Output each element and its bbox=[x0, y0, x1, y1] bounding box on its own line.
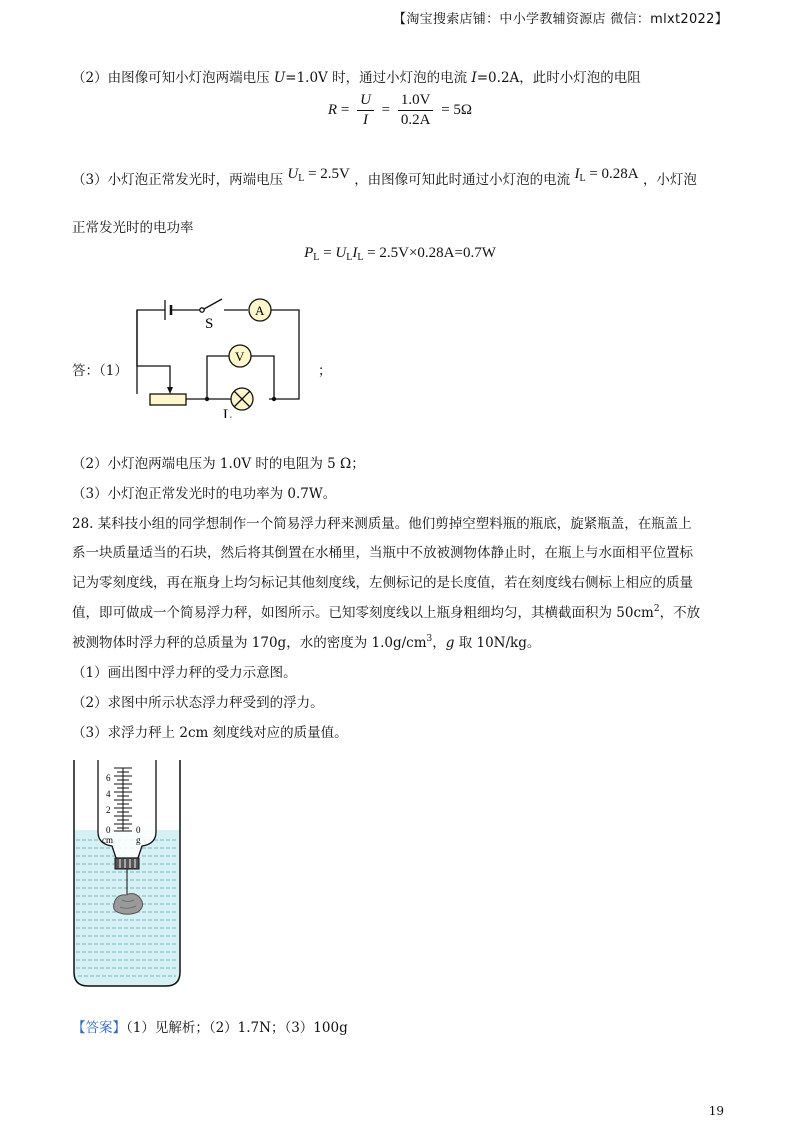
q28-line5c: 取 10N/kg。 bbox=[454, 635, 541, 651]
q28-sub2: （2）求图中所示状态浮力秤受到的浮力。 bbox=[72, 695, 324, 711]
ul-expression bbox=[287, 166, 350, 182]
answer-label: 答：（1） bbox=[72, 363, 128, 379]
eq-equals: = bbox=[337, 101, 354, 118]
junction-dot bbox=[272, 397, 276, 401]
q28-line4a: 值，即可做成一个简易浮力秤，如图所示。已知零刻度线以上瓶身粗细均匀，其横截面积为 50cm bbox=[72, 605, 654, 621]
answer-3: （3）小灯泡正常发光时的电功率为 0.7W。 bbox=[72, 486, 337, 502]
slider-arrow bbox=[167, 387, 173, 394]
buoyancy-scale-figure bbox=[70, 760, 185, 992]
symbol-I: I bbox=[471, 70, 477, 86]
stone bbox=[114, 894, 143, 915]
part2-text-b: =1.0V 时，通过小灯泡的电流 bbox=[285, 70, 472, 86]
answer-text: （1）见解析；（2）1.7N；（3）100g bbox=[126, 1020, 348, 1036]
q28-sub1: （1）画出图中浮力秤的受力示意图。 bbox=[72, 665, 297, 681]
sub-L: L bbox=[313, 252, 320, 263]
frac-den: I bbox=[362, 112, 368, 128]
ammeter-label: A bbox=[255, 303, 265, 318]
ul-value: = 2.5V bbox=[304, 166, 350, 182]
symbol-g: g bbox=[445, 635, 455, 651]
power-equation bbox=[0, 245, 800, 263]
final-answer bbox=[72, 1016, 348, 1036]
unit-cm: cm bbox=[102, 835, 113, 845]
switch-contact bbox=[200, 308, 204, 312]
unit-g: g bbox=[136, 835, 141, 845]
q28-line5 bbox=[72, 631, 540, 651]
frac-num: 1.0V bbox=[398, 92, 434, 111]
sym-U: U bbox=[287, 166, 299, 182]
voltmeter-label: V bbox=[235, 349, 245, 364]
part2-text-c: =0.2A，此时小灯泡的电阻 bbox=[476, 70, 641, 86]
eq-equals: = bbox=[377, 101, 394, 118]
sym-I: I bbox=[574, 166, 580, 182]
wire-slider bbox=[137, 310, 170, 391]
eq-R: R bbox=[327, 101, 338, 118]
eq-equals: = bbox=[319, 245, 336, 261]
il-value: = 0.28A bbox=[585, 166, 639, 182]
sub-L: L bbox=[346, 252, 353, 263]
q28-line2: 系一块质量适当的石块，然后将其倒置在水桶里，当瓶中不放被测物体静止时，在瓶上与水面相平位置标 bbox=[72, 545, 693, 561]
q28-line3: 记为零刻度线，再在瓶身上均匀标记其他刻度线，左侧标记的是长度值，若在刻度线右侧标上相应的质量 bbox=[72, 575, 693, 591]
q28-line4b: ，不放 bbox=[659, 605, 701, 621]
eq-rest: = 2.5V×0.28A=0.7W bbox=[363, 245, 496, 261]
part3-text-a: （3）小灯泡正常发光时，两端电压 bbox=[72, 172, 284, 188]
frac-den: 0.2A bbox=[400, 112, 431, 128]
fraction-values bbox=[398, 92, 434, 129]
q28-sub3: （3）求浮力秤上 2cm 刻度线对应的质量值。 bbox=[72, 725, 348, 741]
scale-number-6: 6 bbox=[106, 773, 111, 783]
answer-2: （2）小灯泡两端电压为 1.0V 时的电阻为 5 Ω； bbox=[72, 456, 365, 472]
scale-number-2: 2 bbox=[106, 805, 111, 815]
sym-I: I bbox=[352, 245, 358, 261]
sub-L: L bbox=[357, 252, 364, 263]
q28-line1: 28. 某科技小组的同学想制作一个简易浮力秤来测质量。他们剪掉空塑料瓶的瓶底，旋紧瓶盖，在瓶盖上 bbox=[72, 516, 692, 532]
fraction-U-over-I bbox=[357, 92, 374, 129]
part3-text-c: ，小灯泡 bbox=[642, 172, 697, 188]
part3-text-b: ，由图像可知此时通过小灯泡的电流 bbox=[354, 172, 571, 188]
resistance-equation bbox=[0, 92, 800, 129]
sub-L: L bbox=[579, 173, 586, 184]
q28-line5a: 被测物体时浮力秤的总质量为 170g，水的密度为 1.0g/cm bbox=[72, 635, 427, 651]
wire-voltmeter-right bbox=[251, 356, 274, 399]
eq-result: = 5Ω bbox=[437, 101, 473, 118]
superscript: 2 bbox=[653, 604, 660, 614]
part3-line2: 正常发光时的电功率 bbox=[72, 220, 194, 236]
q28-line4 bbox=[72, 601, 700, 621]
sym-U: U bbox=[335, 245, 347, 261]
scale-zero-right: 0 bbox=[136, 825, 141, 835]
sub-L: L bbox=[298, 173, 305, 184]
answer-tag: 【答案】 bbox=[72, 1020, 126, 1036]
part3-statement bbox=[72, 168, 697, 190]
scale-number-4: 4 bbox=[106, 789, 111, 799]
page-number: 19 bbox=[708, 1104, 724, 1118]
junction-dot bbox=[205, 397, 209, 401]
answer-suffix: ； bbox=[318, 363, 332, 379]
superscript: 3 bbox=[426, 634, 433, 644]
il-expression bbox=[574, 166, 638, 182]
scale-number-0: 0 bbox=[106, 825, 111, 835]
switch-label: S bbox=[205, 316, 214, 332]
q28-line5b: ， bbox=[432, 635, 446, 651]
symbol-U: U bbox=[273, 70, 286, 86]
rheostat-symbol bbox=[150, 394, 186, 405]
sym-P: P bbox=[304, 245, 314, 261]
part2-text-a: （2）由图像可知小灯泡两端电压 bbox=[72, 70, 274, 86]
part2-statement bbox=[72, 66, 641, 86]
wire-left bbox=[137, 310, 165, 394]
circuit-diagram bbox=[130, 288, 310, 418]
switch-blade bbox=[204, 299, 222, 309]
frac-num: U bbox=[357, 92, 374, 111]
lamp-label: L bbox=[223, 407, 233, 418]
wire-voltmeter-left bbox=[207, 356, 229, 399]
page-header: 【淘宝搜索店铺：中小学教辅资源店 微信：mlxt2022】 bbox=[393, 12, 728, 27]
